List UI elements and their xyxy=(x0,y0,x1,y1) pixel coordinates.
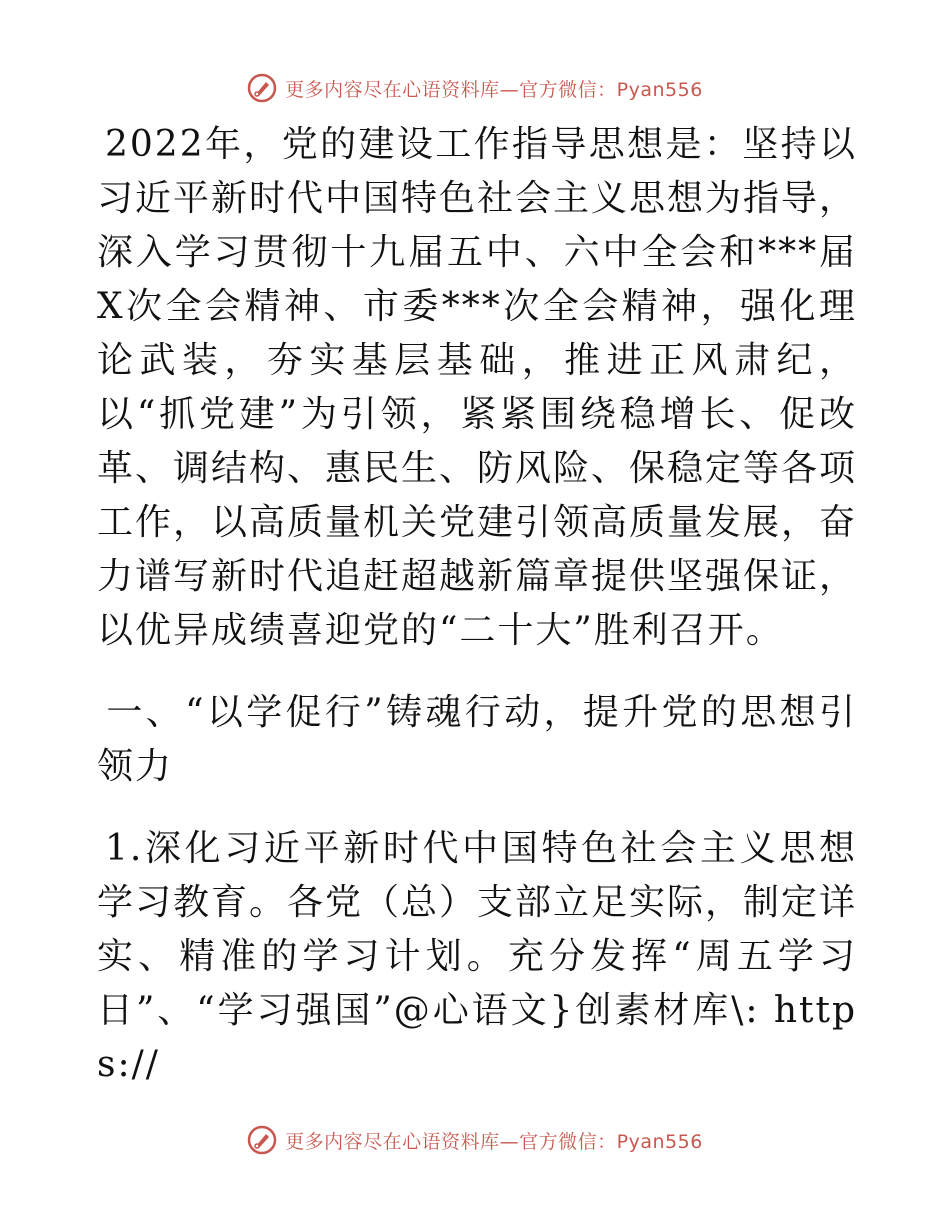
pen-circle-icon xyxy=(247,73,277,103)
paragraph-item-1: 1.深化习近平新时代中国特色社会主义思想学习教育。各党（总）支部立足实际，制定详实、精准的学习计划。充分发挥“周五学习日”、“学习强国”@心语文}创素材库\: https:// xyxy=(97,828,858,1085)
watermark-text: 更多内容尽在心语资料库—官方微信：Pyan556 xyxy=(285,78,703,101)
watermark-header xyxy=(0,70,950,106)
paragraph-guiding-thought: 2022年，党的建设工作指导思想是：坚持以习近平新时代中国特色社会主义思想为指导，深入学习贯彻十九届五中、六中全会和***届X次全会精神、市委***次全会精神，强化理论武装，夯实基层基础，推进正风肃纪，以“抓党建”为引领，紧紧围绕稳增长、促改革、调结构、惠民生、防风险、保稳定等各项工作，以高质量机关党建引领高质量发展，奋力谱写新时代追赶超越新篇章提供坚强保证，以优异成绩喜迎党的“二十大”胜利召开。 xyxy=(97,124,858,651)
document-body xyxy=(97,118,857,1092)
watermark-text: 更多内容尽在心语资料库—官方微信：Pyan556 xyxy=(285,1130,703,1153)
watermark-footer xyxy=(0,1122,950,1158)
section-heading: 一、“以学促行”铸魂行动，提升党的思想引领力 xyxy=(97,692,857,787)
pen-circle-icon xyxy=(247,1125,277,1155)
